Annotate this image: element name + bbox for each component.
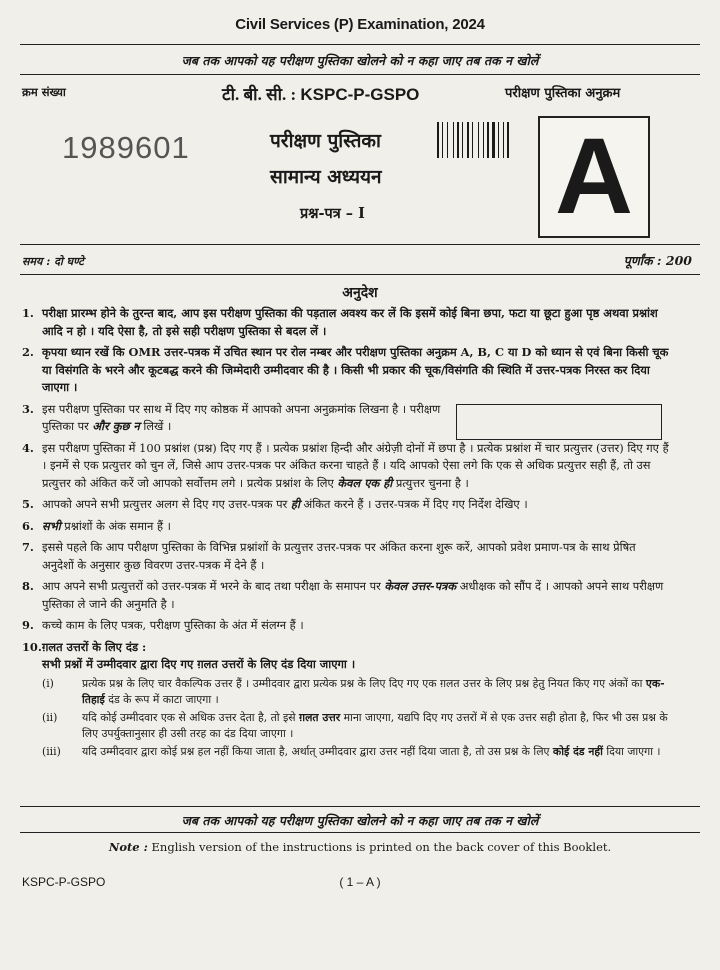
subitem-text-part: दंड के रूप में काटा जाएगा । [108, 692, 219, 706]
penalty-subitem [42, 744, 670, 760]
note [0, 840, 720, 854]
item-text: कृपया ध्यान रखें कि OMR उत्तर-पत्रक में उचित स्थान पर रोल नम्बर और परीक्षण पुस्तिका अनुक्रम A, B, C या D को ध्यान से एवं बिना किसी चूक या विसंगति के भरने और कूटबद्ध करने की जिम्मेदारी उम्मीदवार की है । किसी भी प्रकार की चूक/विसंगति की स्थिति में उत्तर-पत्रक निरस्त कर दिया जाएगा । [42, 345, 669, 394]
divider [20, 74, 700, 75]
item-text-part: आपको अपने सभी प्रत्युत्तर अलग से दिए गए उत्तर-पत्रक पर [42, 497, 288, 511]
barcode-icon [437, 122, 511, 158]
serial-number: 1989601 [62, 130, 190, 165]
item-text-part: इस परीक्षण पुस्तिका में 100 प्रश्नांश (प्रश्न) दिए गए हैं । प्रत्येक प्रश्नांश हिन्दी और अंग्रेज़ी दोनों में छपा है । प्रत्येक प्रश्नांश में चार प्रत्युत्तर (उत्तर) दिए गए हैं । इनमें से एक प्रत्युत्तर को चुन लें, जिसे आप उत्तर-पत्रक पर अंकित करना चाहते हैं । यदि आपको ऐसा लगे कि एक से अधिक प्रत्युत्तर सही हैं, तो उस प्रत्युत्तर को अंकित करें जो आपको सर्वोत्तम लगे । प्रत्येक प्रश्नांश के लिए [42, 440, 669, 490]
note-label: Note : [108, 840, 148, 854]
subitem-text-part: दिया जाएगा । [606, 744, 661, 758]
item-number: 2. [22, 345, 34, 359]
subitem-text-part: यदि उम्मीदवार द्वारा कोई प्रश्न हल नहीं किया जाता है, अर्थात् उम्मीदवार द्वारा उत्तर नहीं दिया जाता है, तो उस प्रश्न के लिए [82, 744, 550, 758]
item-number: 1. [22, 306, 34, 320]
exam-title: Civil Services (P) Examination, 2024 [235, 16, 485, 33]
max-marks: पूर्णांक : 200 [623, 253, 692, 268]
subitem-text-part: माना जाएगा, यद्यपि दिए गए उत्तरों में से एक उत्तर सही होता है, फिर भी उस प्रश्न के लिए उपर्युक्तानुसार ही उसी तरह का दंड दिया जाएगा । [82, 710, 668, 740]
item-text [42, 401, 442, 436]
item-text-part: लिखें । [143, 419, 172, 433]
item-emphasis: केवल एक ही [337, 475, 393, 490]
instruction-item [22, 617, 670, 635]
item-text: परीक्षा प्रारम्भ होने के तुरन्त बाद, आप इस परीक्षण पुस्तिका की पड़ताल अवश्य कर लें कि इसमें कोई बिना छपा, फटा या छूटा हुआ पृष्ठ अथवा प्रश्नांश आदि न हो । यदि ऐसा है, तो इसे सही परीक्षण पुस्तिका से बदल लें । [42, 306, 658, 338]
item-emphasis: ही [290, 497, 300, 511]
divider [20, 274, 700, 275]
instruction-item [22, 305, 670, 340]
penalty-subitem [42, 710, 670, 742]
penalty-subtitle: सभी प्रश्नों में उम्मीदवार द्वारा दिए गए ग़लत उत्तरों के लिए दंड दिया जाएगा । [42, 657, 356, 671]
instruction-item [22, 518, 670, 536]
warning-top: जब तक आपको यह परीक्षण पुस्तिका खोलने को न कहा जाए तब तक न खोलें [181, 53, 539, 68]
page-number: ( 1 – A ) [339, 875, 381, 889]
subitem-number: (ii) [42, 710, 58, 724]
item-text-part: अधीक्षक को सौंप दें । आपको अपने साथ परीक्षण पुस्तिका ले जाने की अनुमति है । [42, 579, 664, 611]
booklet-order-label: परीक्षण पुस्तिका अनुक्रम [505, 86, 621, 101]
penalty-section [22, 639, 670, 760]
paper-title: प्रश्न-पत्र – I [300, 205, 365, 222]
tbc-line [222, 82, 419, 105]
item-text-part: अंकित करने हैं । उत्तर-पत्रक में दिए गए निर्देश देखिए । [303, 497, 528, 511]
item-number: 9. [22, 618, 34, 632]
item-number: 3. [22, 401, 34, 416]
time-allowed: समय : दो घण्टे [22, 255, 84, 268]
item-text: कच्चे काम के लिए पत्रक, परीक्षण पुस्तिका के अंत में संलग्न हैं । [42, 618, 304, 632]
subitem-emphasis: कोई दंड नहीं [552, 744, 603, 758]
item-text: इससे पहले कि आप परीक्षण पुस्तिका के विभिन्न प्रश्नांशों के प्रत्युत्तर उत्तर-पत्रक पर अंकित करना शुरू करें, आपको प्रवेश प्रमाण-पत्र के साथ प्रेषित अनुदेशों के अनुसार कुछ विवरण उत्तर-पत्रक में देने हैं । [42, 540, 636, 572]
instruction-item [22, 496, 670, 514]
tbc-prefix: टी. बी. सी. : [222, 85, 297, 104]
item-text-part: इस परीक्षण पुस्तिका पर साथ में दिए गए कोष्ठक में आपको अपना अनुक्रमांक लिखना है । परीक्षण पुस्तिका पर [42, 401, 441, 433]
instruction-item [22, 578, 670, 613]
subitem-number: (i) [42, 676, 54, 690]
subject-title: सामान्य अध्ययन [270, 166, 382, 188]
subitem-emphasis: ग़लत उत्तर [299, 710, 341, 724]
tbc-code: KSPC-P-GSPO [300, 85, 420, 104]
instructions-list [22, 305, 670, 764]
instruction-item [22, 539, 670, 574]
warning-bottom: जब तक आपको यह परीक्षण पुस्तिका खोलने को न कहा जाए तब तक न खोलें [181, 813, 539, 828]
item-emphasis: केवल उत्तर-पत्रक [384, 579, 457, 593]
instruction-item [22, 344, 670, 397]
series-letter: A [555, 115, 633, 236]
subitem-emphasis: एक-तिहाई [82, 676, 665, 706]
serial-label: क्रम संख्या [22, 85, 66, 99]
penalty-title: ग़लत उत्तरों के लिए दंड : [42, 639, 147, 654]
footer-code: KSPC-P-GSPO [22, 875, 106, 889]
item-emphasis: सभी [42, 518, 61, 533]
roll-number-box[interactable] [456, 404, 662, 440]
instructions-heading: अनुदेश [342, 285, 378, 301]
penalty-subitem [42, 676, 670, 708]
item-number: 8. [22, 579, 34, 593]
subitem-text-part: प्रत्येक प्रश्न के लिए चार वैकल्पिक उत्तर हैं । उम्मीदवार द्वारा प्रत्येक प्रश्न के लिए दिए गए एक ग़लत उत्तर के लिए प्रश्न हेतु नियत किए गए अंकों का [82, 676, 643, 690]
booklet-title: परीक्षण पुस्तिका [270, 130, 381, 152]
divider [20, 806, 700, 807]
item-number: 7. [22, 540, 34, 554]
item-text-part: आप अपने सभी प्रत्युत्तरों को उत्तर-पत्रक में भरने के बाद तथा परीक्षा के समापन पर [42, 579, 381, 593]
item-number: 10. [22, 639, 42, 654]
item-text-part: प्रत्युत्तर चुनना है । [395, 475, 469, 490]
divider [20, 832, 700, 833]
series-box [538, 116, 650, 238]
item-emphasis: और कुछ न [92, 419, 140, 433]
subitem-number: (iii) [42, 744, 61, 758]
item-number: 4. [22, 440, 34, 455]
item-number: 6. [22, 518, 34, 533]
instruction-item [22, 440, 670, 493]
subitem-text-part: यदि कोई उम्मीदवार एक से अधिक उत्तर देता है, तो इसे [82, 710, 296, 724]
item-number: 5. [22, 497, 34, 511]
note-text: English version of the instructions is printed on the back cover of this Booklet. [151, 840, 612, 854]
divider [20, 244, 700, 245]
item-text-part: प्रश्नांशों के अंक समान हैं । [64, 518, 171, 533]
divider [20, 44, 700, 45]
